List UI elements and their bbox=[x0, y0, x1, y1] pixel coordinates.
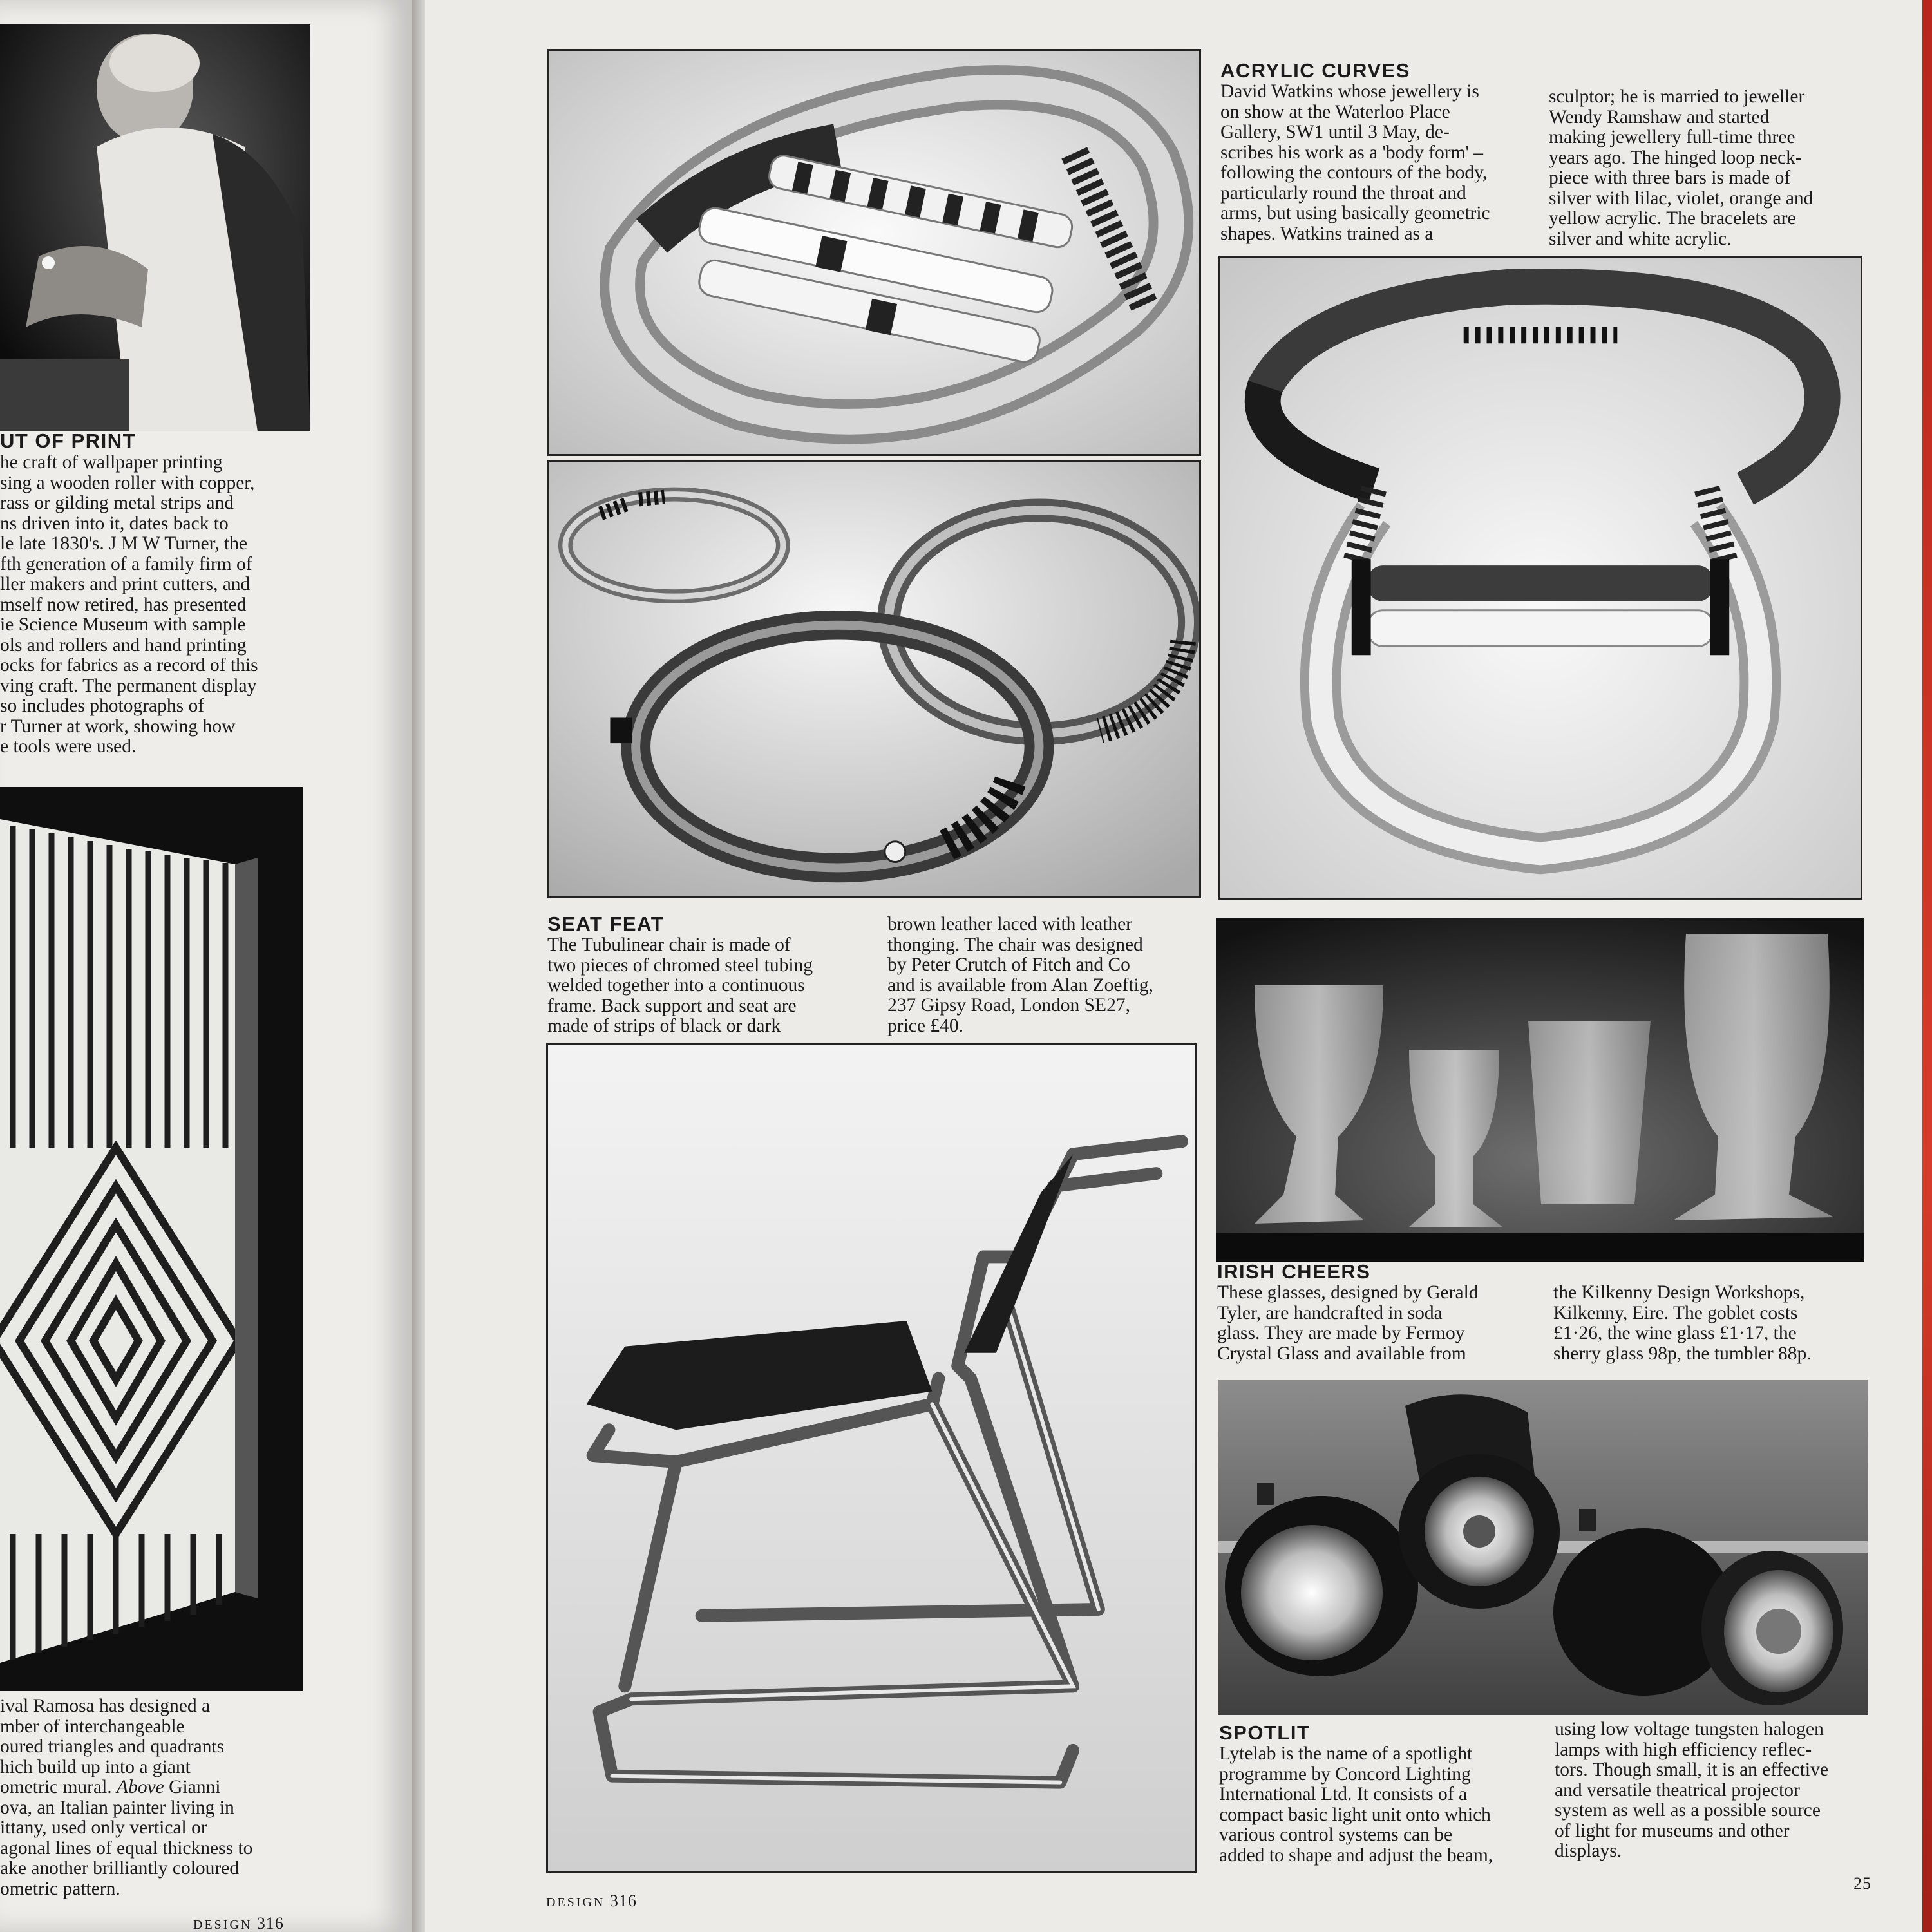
irish-cheers-col2: the Kilkenny Design Workshops, Kilkenny, Eire. The goblet costs £1·26, the wine glass £1·17, the sherry glass 98p, the tumbler 88p. bbox=[1553, 1282, 1812, 1364]
page-number: 25 bbox=[1853, 1874, 1871, 1893]
irish-cheers-heading: IRISH CHEERS bbox=[1217, 1260, 1371, 1283]
mural-text-part2: Gianni ova, an Italian painter living in ittany, used only vertical or agonal lines of equal thickness to ake another brilliantly coloured ometric pattern. bbox=[0, 1777, 253, 1899]
right-folio-number: 316 bbox=[609, 1891, 637, 1910]
bracelets-photo bbox=[547, 460, 1201, 898]
seat-feat-col1: The Tubulinear chair is made of two pieces of chromed steel tubing welded together into a continuous frame. Back support and seat are made of strips of black or dark bbox=[547, 934, 813, 1036]
left-folio bbox=[193, 1914, 284, 1932]
acrylic-curves-heading: ACRYLIC CURVES bbox=[1220, 59, 1410, 82]
left-folio-label: DESIGN bbox=[193, 1918, 252, 1932]
acrylic-curves-col1: David Watkins whose jewellery is on show at the Waterloo Place Gallery, SW1 until 3 May, de- scribes his work as a 'body form' – following the contours of the body, particularly round the throat and arms, but using basically geometric shapes. Watkins trained as a bbox=[1220, 81, 1490, 244]
seat-feat-col2: brown leather laced with leather thonging. The chair was designed by Peter Crutch of Fitch and Co and is available from Alan Zoeftig, 237 Gipsy Road, London SE27, price £40. bbox=[887, 914, 1153, 1036]
right-page bbox=[425, 0, 1932, 1932]
spotlit-col1: Lytelab is the name of a spotlight programme by Concord Lighting International Ltd. It consists of a compact basic light unit onto which various control systems can be added to shape and adjust the beam, bbox=[1219, 1743, 1493, 1866]
cover-edge bbox=[1922, 0, 1932, 1932]
neckpiece-photo bbox=[547, 49, 1201, 456]
left-page bbox=[0, 0, 412, 1932]
left-folio-number: 316 bbox=[256, 1914, 284, 1932]
book-gutter bbox=[412, 0, 425, 1932]
irish-cheers-col1: These glasses, designed by Gerald Tyler, are handcrafted in soda glass. They are made by Fermoy Crystal Glass and available from bbox=[1217, 1282, 1479, 1364]
mural-text-emphasis: Above bbox=[117, 1777, 164, 1797]
right-folio-label: DESIGN bbox=[546, 1895, 605, 1909]
hinged-neckpiece-photo bbox=[1218, 256, 1862, 900]
spotlit-heading: SPOTLIT bbox=[1219, 1721, 1311, 1744]
irish-glasses-photo bbox=[1216, 918, 1864, 1262]
craftsman-photo bbox=[0, 24, 310, 431]
mural-text-part1: ival Ramosa has designed a mber of interchangeable oured triangles and quadrants hich build up into a giant ometric mural. bbox=[0, 1696, 225, 1797]
out-of-print-heading: UT OF PRINT bbox=[0, 430, 137, 452]
geometric-mural-photo bbox=[0, 787, 303, 1691]
spotlight-photo bbox=[1218, 1380, 1868, 1715]
tubulinear-chair-photo bbox=[546, 1043, 1197, 1873]
right-folio bbox=[546, 1891, 637, 1911]
seat-feat-heading: SEAT FEAT bbox=[547, 913, 665, 935]
out-of-print-text: he craft of wallpaper printing sing a wooden roller with copper, rass or gilding metal strips and ns driven into it, dates back to le late 1830's. J M W Turner, the fth generation of a family firm of ller makers and print cutters, and mself now retired, has presented ie Science Museum with sample ols and rollers and hand printing ocks for fabrics as a record of this ving craft. The permanent display so includes photographs of r Turner at work, showing how e tools were used. bbox=[0, 452, 258, 757]
acrylic-curves-col2: sculptor; he is married to jeweller Wendy Ramshaw and started making jewellery full-time three years ago. The hinged loop neck- piece with three bars is made of silver with lilac, violet, orange and yellow acrylic. The bracelets are silver and white acrylic. bbox=[1549, 86, 1814, 249]
mural-text bbox=[0, 1696, 309, 1899]
spotlit-col2: using low voltage tungsten halogen lamps with high efficiency reflec- tors. Though small, it is an effective and versatile theatrical projector system as well as a possible source of light for museums and other displays. bbox=[1555, 1719, 1828, 1861]
